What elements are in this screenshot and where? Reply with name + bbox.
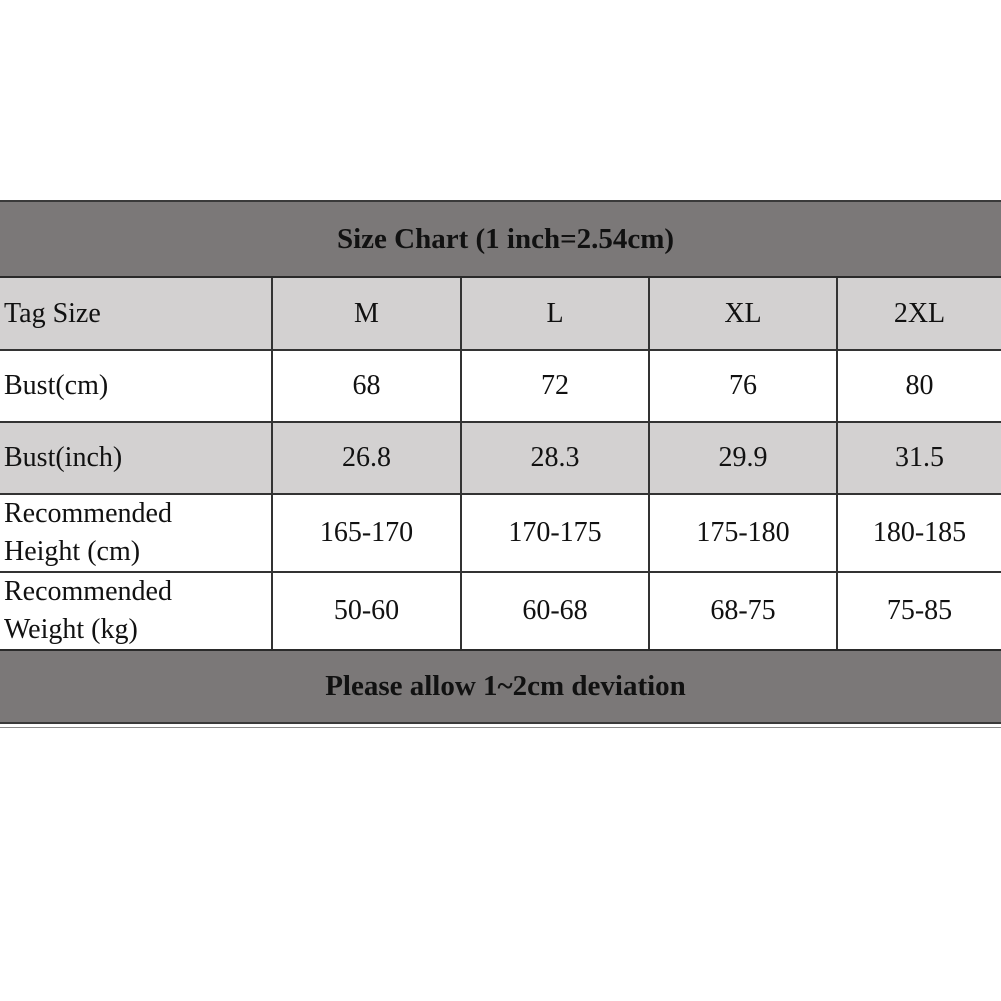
table-cell: 72	[461, 350, 649, 422]
row-label-line: Bust(inch)	[4, 442, 123, 473]
row-label-line: Bust(cm)	[4, 370, 109, 401]
size-chart	[0, 200, 1001, 724]
table-cell: 76	[649, 350, 837, 422]
recommended-height-row	[0, 494, 1001, 572]
table-cell: 68	[272, 350, 461, 422]
tag-size-label: Tag Size	[0, 278, 272, 350]
divider	[0, 727, 1001, 728]
table-cell: 29.9	[649, 422, 837, 494]
size-xl-header: XL	[649, 278, 837, 350]
table-cell: 80	[837, 350, 1001, 422]
table-cell: 175-180	[649, 494, 837, 572]
row-label-line: Recommended	[4, 498, 172, 529]
table-cell: 180-185	[837, 494, 1001, 572]
chart-title-bar	[0, 202, 1001, 278]
bust-inch-row	[0, 422, 1001, 494]
size-2xl-header: 2XL	[837, 278, 1001, 350]
table-cell: 75-85	[837, 572, 1001, 649]
chart-footer-bar	[0, 649, 1001, 722]
size-header-row	[0, 278, 1001, 350]
table-cell: 28.3	[461, 422, 649, 494]
size-table	[0, 278, 1001, 649]
chart-title: Size Chart (1 inch=2.54cm)	[336, 222, 675, 255]
recommended-weight-row	[0, 572, 1001, 649]
table-cell: 68-75	[649, 572, 837, 649]
bust-cm-row	[0, 350, 1001, 422]
row-label-line: Weight (kg)	[4, 614, 138, 645]
row-label	[0, 350, 272, 422]
row-label	[0, 572, 272, 649]
size-l-header: L	[461, 278, 649, 350]
row-label-line: Recommended	[4, 576, 172, 607]
size-m-header: M	[272, 278, 461, 350]
row-label-line: Height (cm)	[4, 536, 141, 567]
table-cell: 170-175	[461, 494, 649, 572]
table-cell: 60-68	[461, 572, 649, 649]
table-cell: 50-60	[272, 572, 461, 649]
deviation-note: Please allow 1~2cm deviation	[325, 670, 686, 702]
table-cell: 165-170	[272, 494, 461, 572]
table-cell: 31.5	[837, 422, 1001, 494]
row-label	[0, 422, 272, 494]
table-cell: 26.8	[272, 422, 461, 494]
row-label	[0, 494, 272, 572]
